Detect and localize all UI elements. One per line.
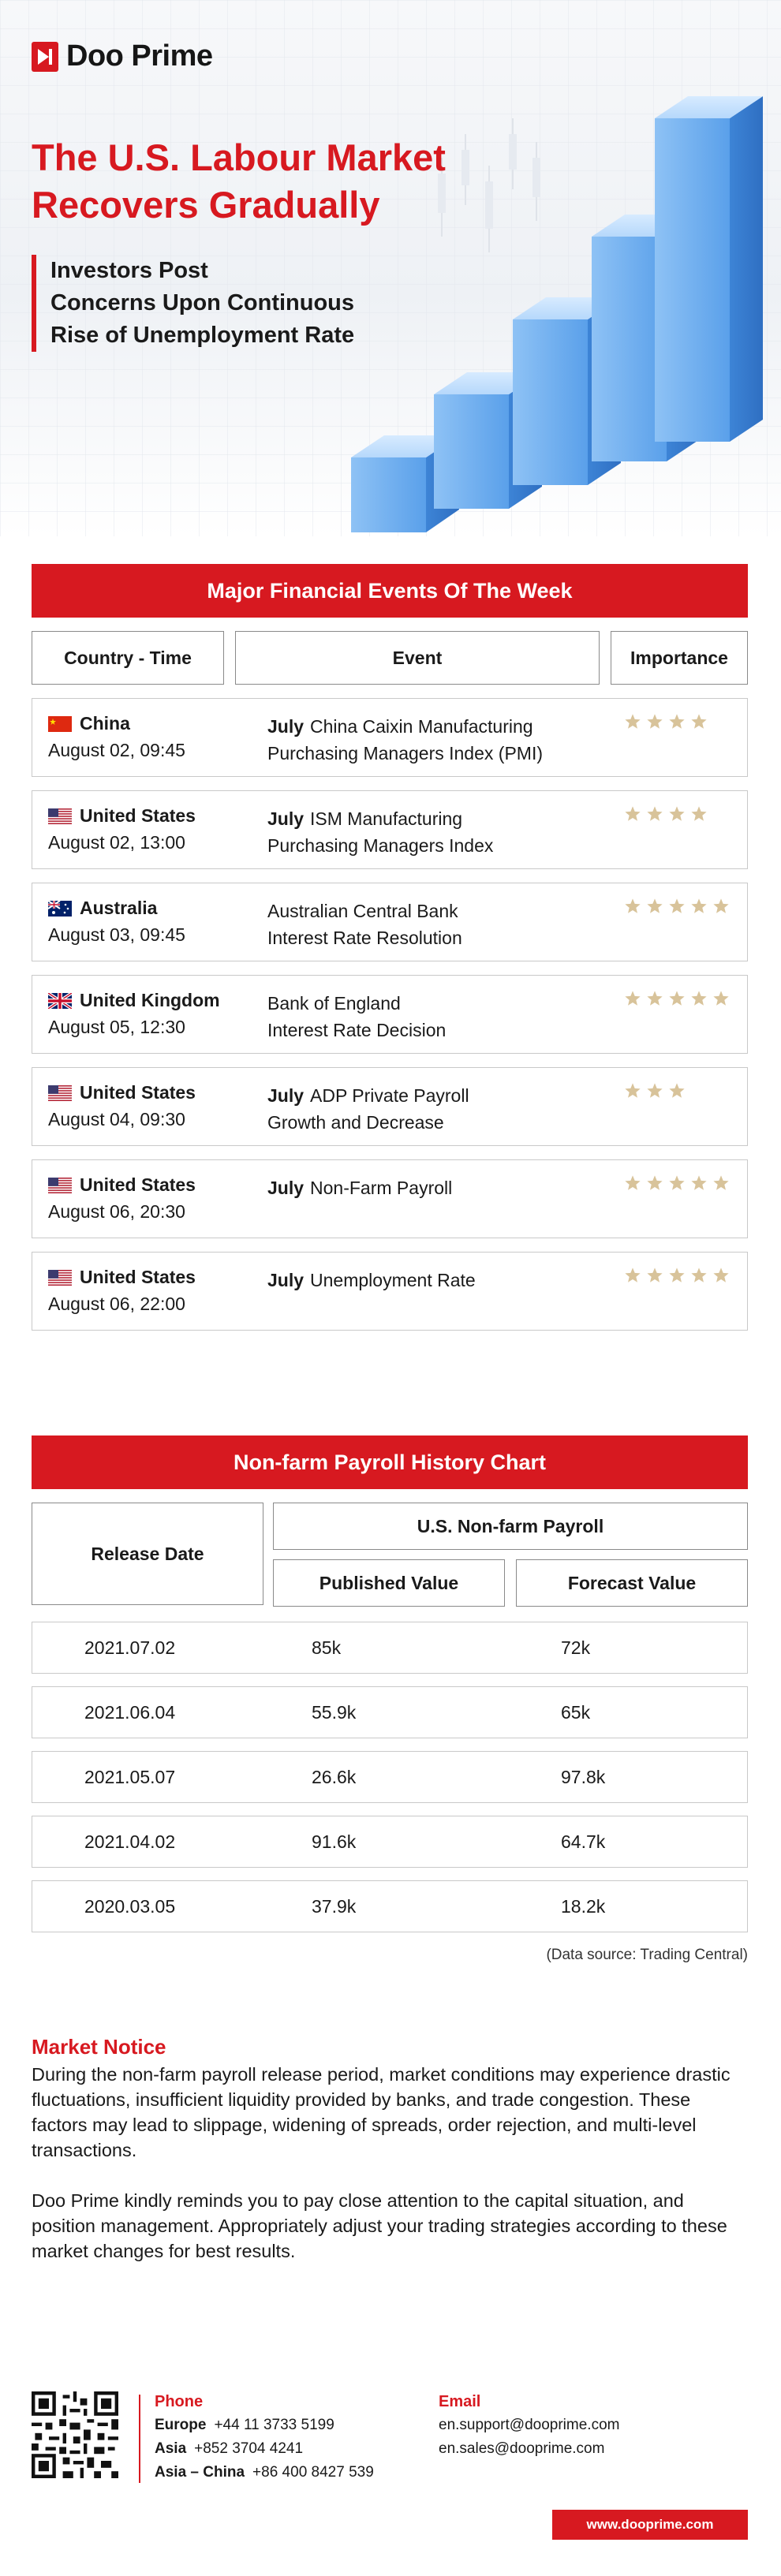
star-icon	[668, 713, 686, 730]
doo-prime-logo	[32, 39, 213, 73]
nfp-published-value: 85k	[312, 1637, 342, 1658]
australia-flag-icon	[48, 901, 72, 917]
nfp-forecast-value: 18.2k	[561, 1896, 606, 1917]
event-time: August 02, 09:45	[48, 740, 185, 760]
star-icon	[646, 1174, 663, 1192]
market-notice-paragraph-2: Doo Prime kindly reminds you to pay close attention to the capital situation, and position management. Appropriately adjust your trading strategies according to these market changes for best results.	[32, 2190, 727, 2261]
event-time: August 03, 09:45	[48, 924, 185, 945]
page-title: The U.S. Labour Market Recovers Gradually	[32, 136, 446, 226]
nfp-heading: Non-farm Payroll History Chart	[32, 1435, 748, 1489]
event-description: July ADP Private Payroll Growth and Decrease	[267, 1085, 469, 1133]
nfp-release-date: 2021.06.04	[84, 1702, 176, 1723]
event-row	[32, 790, 748, 869]
nfp-published-value: 26.6k	[312, 1767, 357, 1787]
phone-asia-china[interactable]: Asia – China +86 400 8427 539	[155, 2464, 374, 2481]
star-icon	[668, 1174, 686, 1192]
star-icon	[668, 990, 686, 1007]
phone-europe[interactable]: Europe +44 11 3733 5199	[155, 2417, 334, 2433]
page-subtitle: Investors Post Concerns Upon Continuous Rise of Unemployment Rate	[32, 255, 442, 352]
brand-name: Doo Prime	[66, 39, 213, 73]
china-flag-icon	[48, 716, 72, 732]
nfp-table-row	[32, 1816, 748, 1868]
importance-rating	[624, 990, 730, 1007]
star-icon	[646, 713, 663, 730]
phone-label: Phone	[155, 2393, 204, 2410]
star-icon	[624, 990, 641, 1007]
star-icon	[690, 1267, 708, 1284]
doo-prime-logo-icon	[32, 42, 58, 72]
star-icon	[712, 1174, 730, 1192]
star-icon	[690, 805, 708, 823]
star-icon	[690, 713, 708, 730]
usa-flag-icon	[48, 1178, 72, 1193]
star-icon	[624, 805, 641, 823]
star-icon	[712, 1267, 730, 1284]
hero-banner	[0, 0, 781, 536]
usa-flag-icon	[48, 1085, 72, 1101]
event-country: China	[48, 713, 130, 734]
event-description: Bank of England Interest Rate Decision	[267, 993, 447, 1040]
column-header-importance: Importance	[611, 631, 748, 685]
data-source-note: (Data source: Trading Central)	[546, 1947, 748, 1963]
event-description: July ISM Manufacturing Purchasing Managers Index	[267, 808, 494, 856]
column-header-nfp-group: U.S. Non-farm Payroll	[273, 1503, 748, 1550]
event-description: July Non-Farm Payroll	[267, 1178, 453, 1198]
event-row	[32, 698, 748, 777]
event-time: August 02, 13:00	[48, 832, 185, 853]
event-country: Australia	[48, 898, 157, 919]
market-notice-title: Market Notice	[32, 2035, 166, 2059]
market-notice-paragraph-1: During the non-farm payroll release period, market conditions may experience drastic fluctuations, insufficient liquidity provided by banks, and trade congestion. These factors may lead to slippage, widening of spreads, order rejection, and multi-level transactions.	[32, 2064, 731, 2160]
nfp-forecast-value: 97.8k	[561, 1767, 606, 1787]
qr-code[interactable]	[32, 2391, 118, 2478]
star-icon	[690, 898, 708, 915]
event-description: July China Caixin Manufacturing Purchasing Managers Index (PMI)	[267, 716, 543, 763]
email-support-link[interactable]: en.support@dooprime.com	[439, 2417, 620, 2433]
star-icon	[690, 990, 708, 1007]
email-label: Email	[439, 2393, 481, 2410]
star-icon	[712, 990, 730, 1007]
event-time: August 06, 22:00	[48, 1294, 185, 1314]
nfp-release-date: 2021.04.02	[84, 1831, 176, 1852]
website-link[interactable]: www.dooprime.com	[552, 2510, 748, 2540]
importance-rating	[624, 898, 730, 915]
nfp-table-row	[32, 1686, 748, 1738]
phone-asia[interactable]: Asia +852 3704 4241	[155, 2440, 304, 2457]
event-country: United States	[48, 1267, 196, 1288]
event-country: United States	[48, 1174, 196, 1196]
event-description: July Unemployment Rate	[267, 1270, 476, 1290]
nfp-table-row	[32, 1880, 748, 1932]
star-icon	[624, 1174, 641, 1192]
nfp-published-value: 37.9k	[312, 1896, 357, 1917]
star-icon	[624, 898, 641, 915]
star-icon	[646, 1082, 663, 1099]
importance-rating	[624, 1174, 730, 1192]
column-header-country-time: Country - Time	[32, 631, 224, 685]
nfp-forecast-value: 65k	[561, 1702, 591, 1723]
star-icon	[690, 1174, 708, 1192]
nfp-release-date: 2021.07.02	[84, 1637, 176, 1658]
event-country: United States	[48, 805, 196, 827]
nfp-published-value: 55.9k	[312, 1702, 357, 1723]
star-icon	[624, 1267, 641, 1284]
star-icon	[646, 898, 663, 915]
event-time: August 05, 12:30	[48, 1017, 185, 1037]
star-icon	[646, 1267, 663, 1284]
email-sales-link[interactable]: en.sales@dooprime.com	[439, 2440, 605, 2457]
nfp-release-date: 2021.05.07	[84, 1767, 176, 1787]
importance-rating	[624, 713, 708, 730]
event-country: United Kingdom	[48, 990, 220, 1011]
event-row	[32, 1252, 748, 1331]
star-icon	[668, 1267, 686, 1284]
nfp-forecast-value: 72k	[561, 1637, 591, 1658]
event-row	[32, 975, 748, 1054]
star-icon	[624, 713, 641, 730]
usa-flag-icon	[48, 808, 72, 824]
importance-rating	[624, 1267, 730, 1284]
events-heading: Major Financial Events Of The Week	[32, 564, 748, 618]
event-time: August 04, 09:30	[48, 1109, 185, 1129]
column-header-published: Published Value	[273, 1559, 505, 1607]
uk-flag-icon	[48, 993, 72, 1009]
star-icon	[624, 1082, 641, 1099]
nfp-table-row	[32, 1751, 748, 1803]
event-description: Australian Central Bank Interest Rate Resolution	[267, 901, 462, 948]
event-time: August 06, 20:30	[48, 1201, 185, 1222]
importance-rating	[624, 805, 708, 823]
star-icon	[668, 1082, 686, 1099]
usa-flag-icon	[48, 1270, 72, 1286]
column-header-release-date: Release Date	[32, 1503, 263, 1605]
star-icon	[668, 898, 686, 915]
column-header-event: Event	[235, 631, 600, 685]
star-icon	[646, 990, 663, 1007]
event-row	[32, 883, 748, 961]
event-row	[32, 1159, 748, 1238]
nfp-table-row	[32, 1622, 748, 1674]
event-country: United States	[48, 1082, 196, 1103]
nfp-forecast-value: 64.7k	[561, 1831, 606, 1852]
nfp-published-value: 91.6k	[312, 1831, 357, 1852]
star-icon	[668, 805, 686, 823]
nfp-release-date: 2020.03.05	[84, 1896, 176, 1917]
importance-rating	[624, 1082, 686, 1099]
column-header-forecast: Forecast Value	[516, 1559, 748, 1607]
star-icon	[646, 805, 663, 823]
rising-bar-chart-illustration	[331, 71, 781, 536]
event-row	[32, 1067, 748, 1146]
star-icon	[712, 898, 730, 915]
bar-5	[655, 96, 763, 442]
footer-divider	[139, 2395, 140, 2483]
